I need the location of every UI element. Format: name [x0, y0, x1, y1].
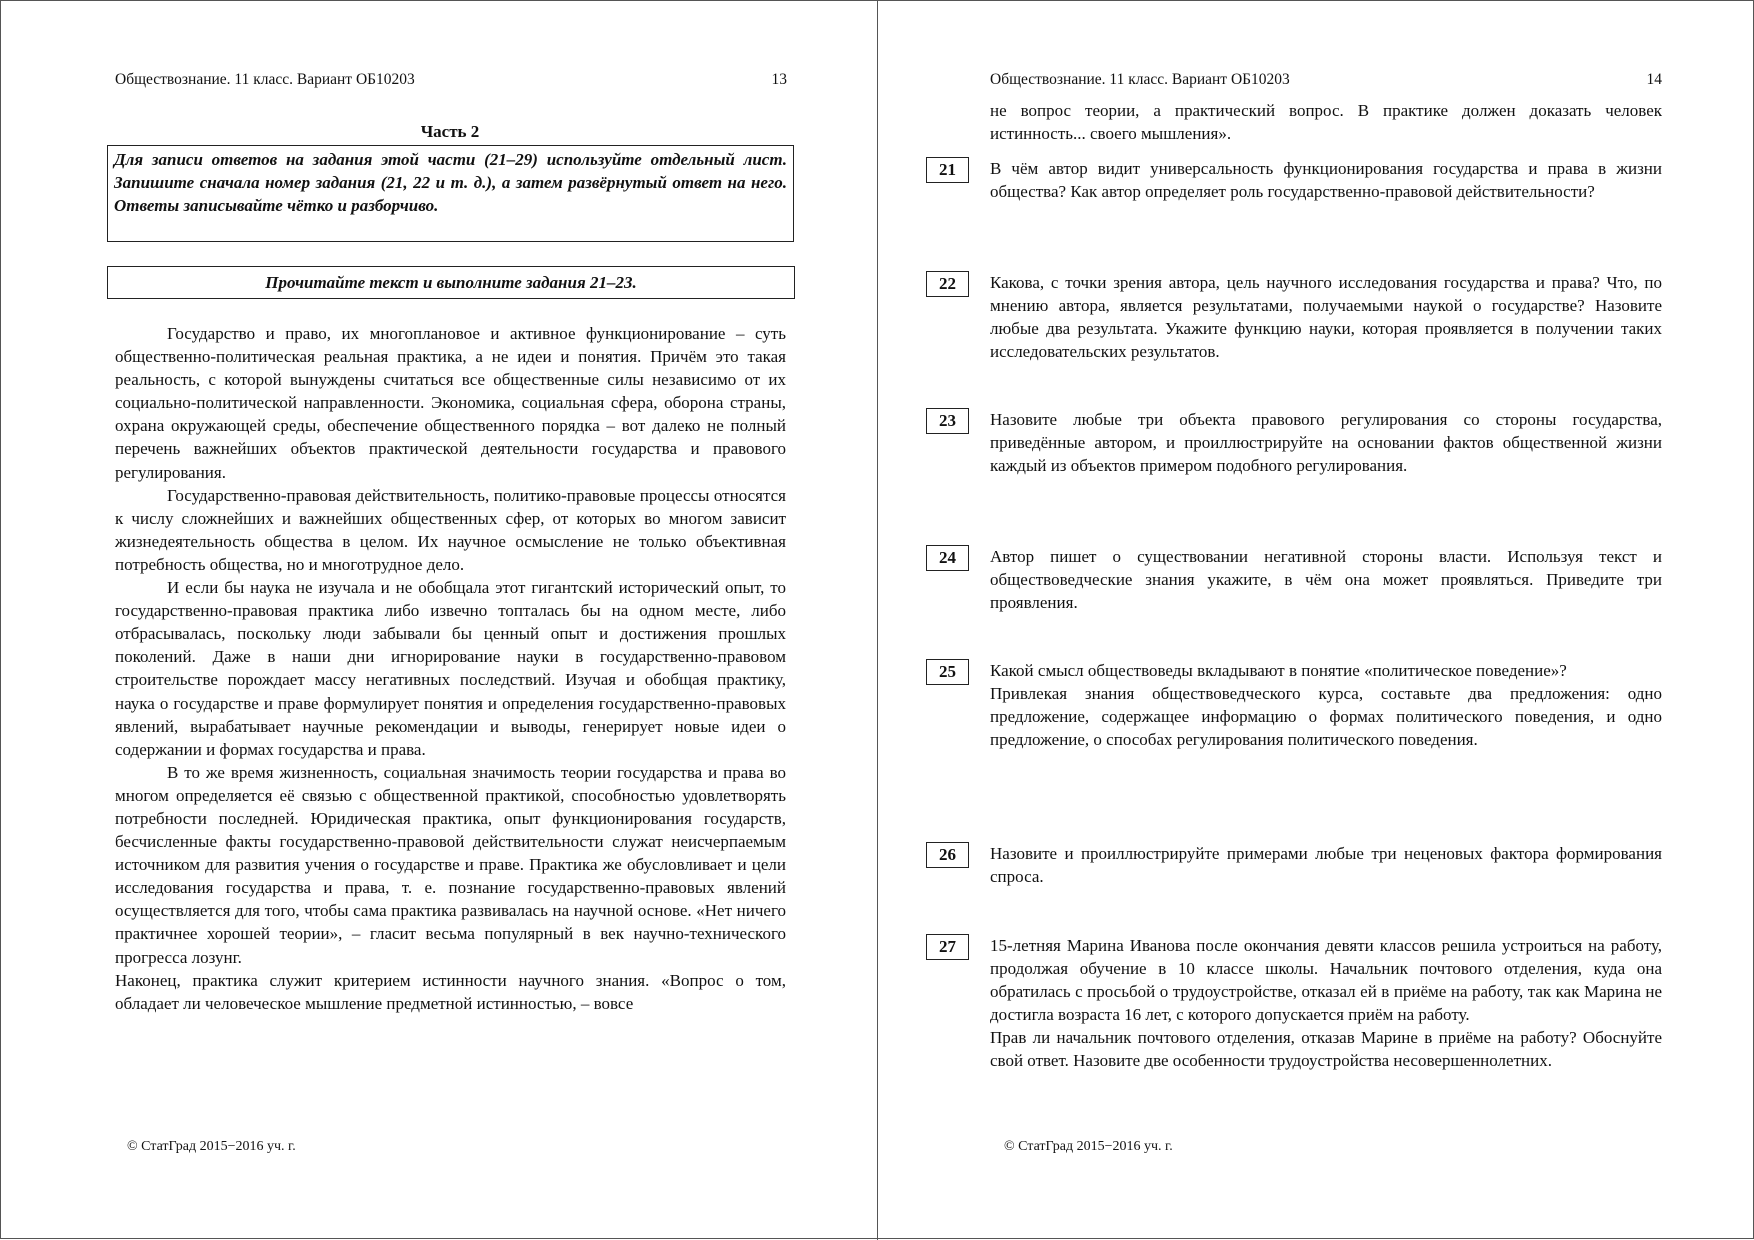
task-number-box: 26 [926, 842, 969, 868]
text-paragraph: В то же время жизненность, социальная значимость теории государства и права во многом определяется её связью с общественной практикой, способностью удовлетворять потребности последней. Юридическая практика, опыт функционирования государств, бесчисленные факты государственно-правовой действительности служат неисчерпаемым источником для развития учения о государстве и праве. Практика же обусловливает и цели исследования государства и права, т. е. познание государственно-правовых явлений осуществляется для того, чтобы сама практика развивалась на научной основе. «Нет ничего практичнее хорошей теории», – гласит весьма популярный в век научно-технического прогресса лозунг. [115, 762, 786, 967]
task-paragraph: Какова, с точки зрения автора, цель научного исследования государства и права? Что, по мнению автора, является результатами, получаемыми наукой о государстве? Назовите любые два результата. Укажите функцию науки, которая проявляется в получении таких исследовательских результатов. [990, 273, 1662, 361]
task-paragraph: 15-летняя Марина Иванова после окончания девяти классов решила устроиться на работу, продолжая обучение в 10 классе школы. Начальник почтового отделения, куда она обратилась с просьбой о трудоустройстве, отказал ей в приёме на работу, так как Марина не достигла возраста 16 лет, с которого допускается приём на работу. [990, 936, 1662, 1024]
part-title: Часть 2 [420, 122, 480, 141]
footer-copyright: © СтатГрад 2015−2016 уч. г. [1004, 1139, 1173, 1154]
task-number-box: 25 [926, 659, 969, 685]
task-text [990, 157, 1662, 203]
task-text [990, 408, 1662, 477]
task-paragraph: Привлекая знания обществоведческого курса, составьте два предложения: одно предложение, содержащее информацию о формах политического поведения, и одно предложение, о способах регулирования политического поведения. [990, 684, 1662, 749]
text-paragraph: Наконец, практика служит критерием истинности научного знания. «Вопрос о том, обладает ли человеческое мышление предметной истинностью, – вовсе [115, 970, 786, 1013]
task-paragraph: В чём автор видит универсальность функционирования государства и права в жизни общества? Как автор определяет роль государственно-правовой действительности? [990, 159, 1662, 201]
task-paragraph: Прав ли начальник почтового отделения, отказав Марине в приёме на работу? Обоснуйте свой ответ. Назовите две особенности трудоустройства несовершеннолетних. [990, 1028, 1662, 1070]
task-number-box: 23 [926, 408, 969, 434]
text-paragraph: И если бы наука не изучала и не обобщала этот гигантский исторический опыт, то государственно-правовая практика либо извечно топталась бы на одном месте, либо отбрасывалась, поскольку люди забывали бы ценный опыт и достижения прошлых поколений. Даже в наши дни игнорирование науки в государственно-правовом строительстве порождает массу негативных последствий. Изучая и обобщая практику, наука о государстве и праве формулирует понятия и определения государственно-правовых явлений, вырабатывает научные рекомендации и выводы, генерирует новые идеи о содержании и формах государства и права. [115, 578, 786, 759]
task-text [990, 934, 1662, 1072]
text-paragraph: Государственно-правовая действительность, политико-правовые процессы относятся к числу сложнейших и важнейших общественных сфер, от которых во многом зависит жизнедеятельность общества в целом. Их научное осмысление не только объективная потребность общества, но и многотрудное дело. [115, 485, 786, 574]
page-14 [878, 1, 1754, 1240]
source-text [115, 322, 786, 1015]
source-text-continuation: не вопрос теории, а практический вопрос. В практике должен доказать человек истинность... своего мышления». [990, 101, 1662, 143]
task-text [990, 545, 1662, 614]
task-text [990, 271, 1662, 363]
page-13 [1, 1, 877, 1240]
instruction-box: Для записи ответов на задания этой части (21–29) используйте отдельный лист. Запишите сначала номер задания (21, 22 и т. д.), а затем развёрнутый ответ на него. Ответы записывайте чётко и разборчиво. [107, 145, 794, 242]
task-number-box: 24 [926, 545, 969, 571]
task-number-box: 22 [926, 271, 969, 297]
task-text [990, 842, 1662, 888]
footer-copyright: © СтатГрад 2015−2016 уч. г. [127, 1139, 296, 1154]
header-title: Обществознание. 11 класс. Вариант ОБ10203 [115, 71, 415, 88]
task-paragraph: Какой смысл обществоведы вкладывают в понятие «политическое поведение»? [990, 661, 1567, 680]
read-prompt-box: Прочитайте текст и выполните задания 21–23. [107, 266, 795, 299]
task-paragraph: Назовите любые три объекта правового регулирования со стороны государства, приведённые автором, и проиллюстрируйте на основании фактов общественной жизни каждый из объектов примером подобного регулирования. [990, 410, 1662, 475]
task-number-box: 21 [926, 157, 969, 183]
text-paragraph: Государство и право, их многоплановое и активное функционирование – суть общественно-политическая реальная практика, а не идеи и понятия. Причём это такая реальность, с которой вынуждены считаться все общественные силы независимо от их социально-политической направленности. Экономика, социальная сфера, оборона страны, охрана окружающей среды, обеспечение общественного порядка – вот далеко не полный перечень важнейших объектов практической деятельности государства и правового регулирования. [115, 324, 786, 482]
task-text [990, 659, 1662, 751]
task-paragraph: Назовите и проиллюстрируйте примерами любые три неценовых фактора формирования спроса. [990, 844, 1662, 886]
header-title: Обществознание. 11 класс. Вариант ОБ10203 [990, 71, 1290, 88]
page-number: 14 [1646, 71, 1662, 88]
page-number: 13 [771, 71, 787, 88]
task-number-box: 27 [926, 934, 969, 960]
task-paragraph: Автор пишет о существовании негативной стороны власти. Используя текст и обществоведческие знания укажите, в чём она может проявляться. Приведите три проявления. [990, 547, 1662, 612]
